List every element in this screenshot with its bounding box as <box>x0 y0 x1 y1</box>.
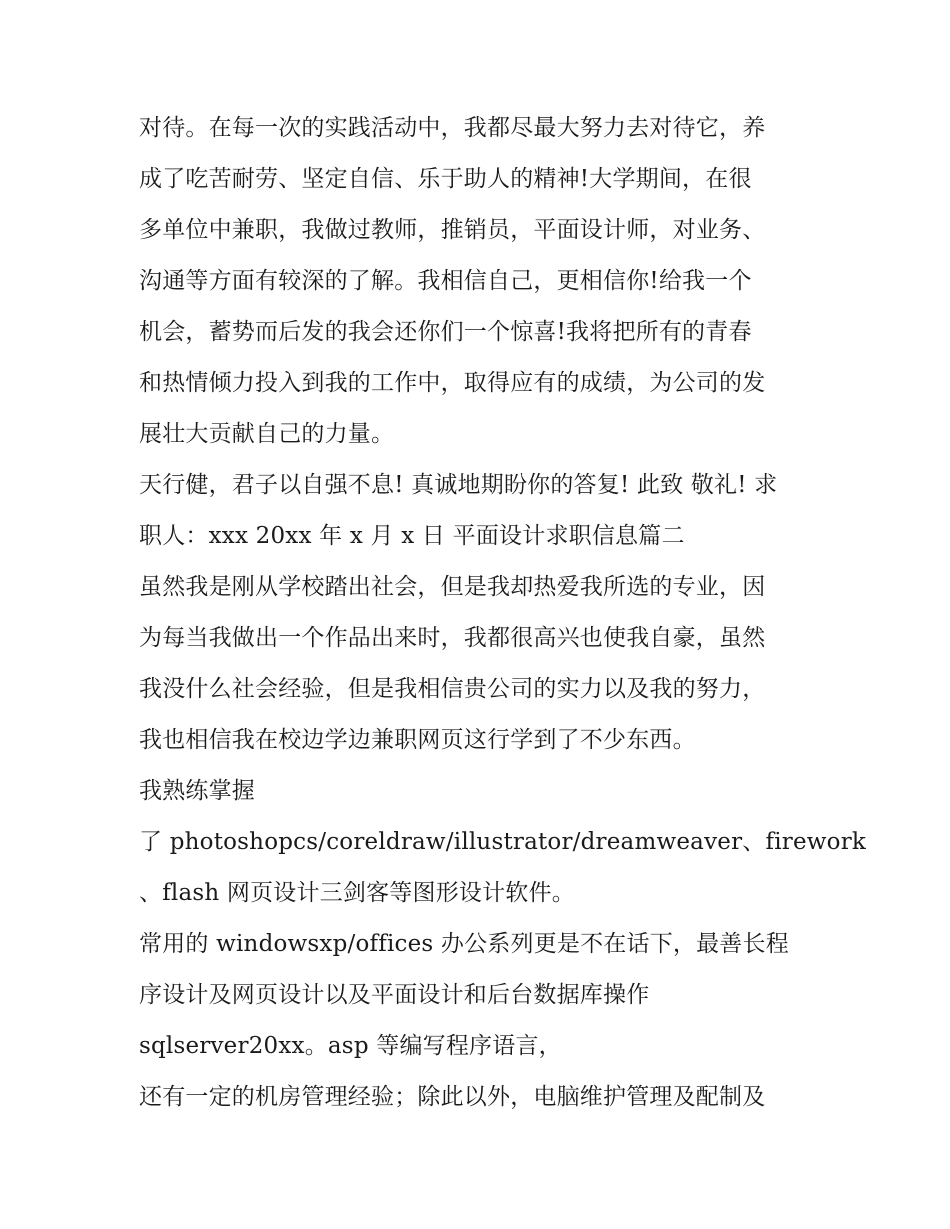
text-line: 对待。在每一次的实践活动中，我都尽最大努力去对待它，养 <box>139 115 766 141</box>
text-line: 序设计及网页设计以及平面设计和后台数据库操作 <box>139 982 650 1008</box>
text-line: 天行健，君子以自强不息! 真诚地期盼你的答复! 此致 敬礼! 求 <box>139 472 778 498</box>
text-line: 成了吃苦耐劳、坚定自信、乐于助人的精神!大学期间，在很 <box>139 166 752 192</box>
text-line: 我熟练掌握 <box>139 778 255 804</box>
text-line: 我没什么社会经验，但是我相信贵公司的实力以及我的努力， <box>139 676 766 702</box>
text-line: 虽然我是刚从学校踏出社会，但是我却热爱我所选的专业，因 <box>139 574 766 600</box>
text-line: 和热情倾力投入到我的工作中，取得应有的成绩，为公司的发 <box>139 370 766 396</box>
text-line: 常用的 windowsxp/offices 办公系列更是不在话下，最善长程 <box>139 931 789 957</box>
text-line: 多单位中兼职，我做过教师，推销员，平面设计师，对业务、 <box>139 217 766 243</box>
text-line: 机会，蓄势而后发的我会还你们一个惊喜!我将把所有的青春 <box>139 319 752 345</box>
text-line: 还有一定的机房管理经验；除此以外，电脑维护管理及配制及 <box>139 1084 766 1110</box>
text-line: sqlserver20xx。asp 等编写程序语言， <box>139 1033 562 1059</box>
text-line: 职人：xxx 20xx 年 x 月 x 日 平面设计求职信息篇二 <box>139 523 685 549</box>
text-line: 为每当我做出一个作品出来时，我都很高兴也使我自豪，虽然 <box>139 625 766 651</box>
document-body <box>139 103 867 1123</box>
text-line: 展壮大贡献自己的力量。 <box>139 421 395 447</box>
text-line: 我也相信我在校边学边兼职网页这行学到了不少东西。 <box>139 727 696 753</box>
text-line: 、flash 网页设计三剑客等图形设计软件。 <box>139 880 575 906</box>
text-line: 了 photoshopcs/coreldraw/illustrator/dreamweaver、firework <box>139 829 867 855</box>
text-line: 沟通等方面有较深的了解。我相信自己，更相信你!给我一个 <box>139 268 752 294</box>
